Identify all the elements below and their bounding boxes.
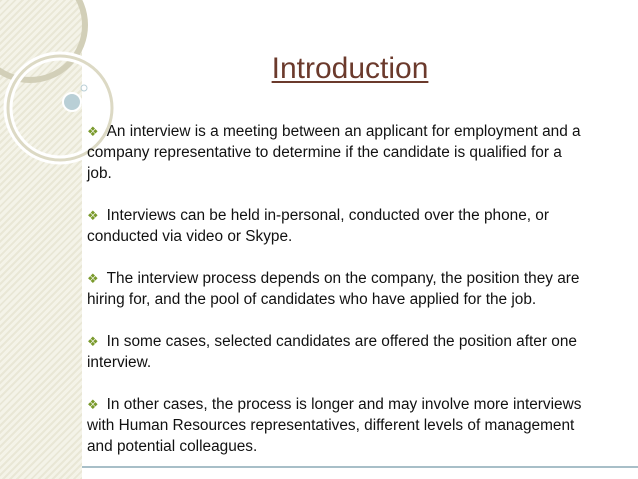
- diamond-bullet-icon: ❖: [87, 208, 99, 223]
- list-item-text: An interview is a meeting between an applicant for employment and a company representative to determine if the candidate is qualified for a job.: [87, 123, 581, 182]
- list-item-text: In other cases, the process is longer and may involve more interviews with Human Resources representatives, different levels of management and potential colleagues.: [87, 396, 582, 455]
- slide-title: Introduction: [271, 52, 429, 85]
- list-item-text: The interview process depends on the company, the position they are hiring for, and the pool of candidates who have applied for the job.: [87, 270, 580, 308]
- list-item-text: In some cases, selected candidates are offered the position after one interview.: [87, 333, 577, 371]
- diamond-bullet-icon: ❖: [87, 124, 99, 139]
- diamond-bullet-icon: ❖: [87, 397, 99, 412]
- list-item-text: Interviews can be held in-personal, conducted over the phone, or conducted via video or Skype.: [87, 207, 549, 245]
- decorative-ring-top: [0, 0, 85, 80]
- list-item: [87, 394, 587, 457]
- list-item: [87, 121, 587, 184]
- diamond-bullet-icon: ❖: [87, 271, 99, 286]
- decorative-dot-small: [81, 85, 87, 91]
- bullet-list: [87, 121, 587, 478]
- list-item: [87, 268, 587, 310]
- list-item: [87, 205, 587, 247]
- footer-divider: [82, 466, 638, 468]
- diamond-bullet-icon: ❖: [87, 334, 99, 349]
- list-item: [87, 331, 587, 373]
- decorative-dot-blue: [63, 93, 81, 111]
